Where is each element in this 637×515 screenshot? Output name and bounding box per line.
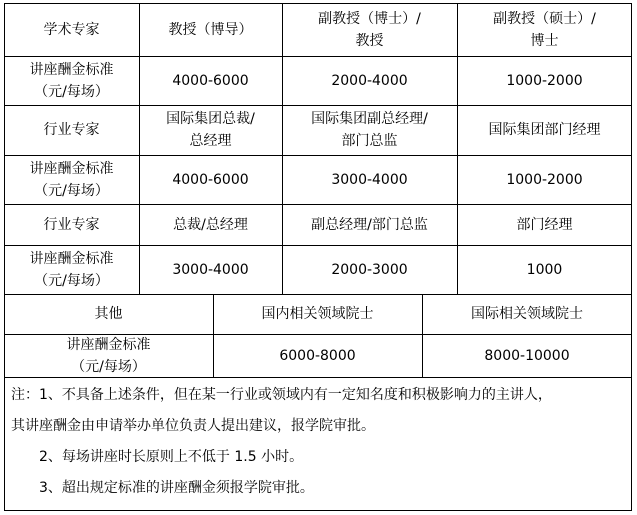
note-line: 注：1、不具备上述条件，但在某一行业或领域内有一定知名度和积极影响力的主讲人，	[11, 387, 552, 403]
table-cell: 总裁/总经理	[173, 216, 248, 233]
row-label: 行业专家	[43, 122, 100, 138]
row-label: 学术专家	[43, 21, 100, 38]
table-cell: 6000-8000	[279, 347, 356, 364]
table-cell: 国际相关领域院士	[471, 306, 583, 322]
table-cell: 1000-2000	[506, 171, 583, 188]
table-cell: 3000-4000	[331, 171, 408, 188]
table-cell: 1000-2000	[506, 72, 583, 89]
row-label: 讲座酬金标准 （元/每场）	[29, 160, 114, 199]
table-cell: 2000-4000	[331, 72, 408, 89]
table-cell: 国际集团副总经理/ 部门总监	[311, 111, 428, 149]
table-cell: 4000-6000	[172, 171, 249, 188]
row-label: 讲座酬金标准 （元/每场）	[29, 61, 114, 100]
table-cell: 部门经理	[516, 216, 573, 233]
table-cell: 3000-4000	[172, 261, 249, 278]
table-cell: 4000-6000	[172, 72, 249, 89]
row-label: 行业专家	[43, 216, 100, 233]
table-cell: 副教授（博士）/ 教授	[318, 10, 421, 49]
row-label: 其他	[94, 306, 123, 322]
table-cell: 国际集团总裁/ 总经理	[166, 111, 255, 149]
note-line: 其讲座酬金由申请举办单位负责人提出建议，报学院审批。	[11, 418, 375, 434]
table-cell: 教授（博导）	[168, 21, 253, 38]
note-line: 3、超出规定标准的讲座酬金须报学院审批。	[39, 480, 314, 496]
note-line: 2、每场讲座时长原则上不低于 1.5 小时。	[39, 449, 304, 465]
row-label: 讲座酬金标准 （元/每场）	[66, 336, 151, 375]
table-cell: 副教授（硕士）/ 博士	[493, 10, 596, 49]
table-cell: 国内相关领域院士	[261, 306, 374, 322]
table-cell: 8000-10000	[484, 347, 570, 364]
table-cell: 国际集团部门经理	[488, 122, 601, 138]
table-cell: 2000-3000	[331, 261, 408, 278]
row-label: 讲座酬金标准 （元/每场）	[29, 250, 114, 289]
table-cell: 副总经理/部门总监	[311, 216, 428, 233]
table-cell: 1000	[526, 261, 563, 278]
